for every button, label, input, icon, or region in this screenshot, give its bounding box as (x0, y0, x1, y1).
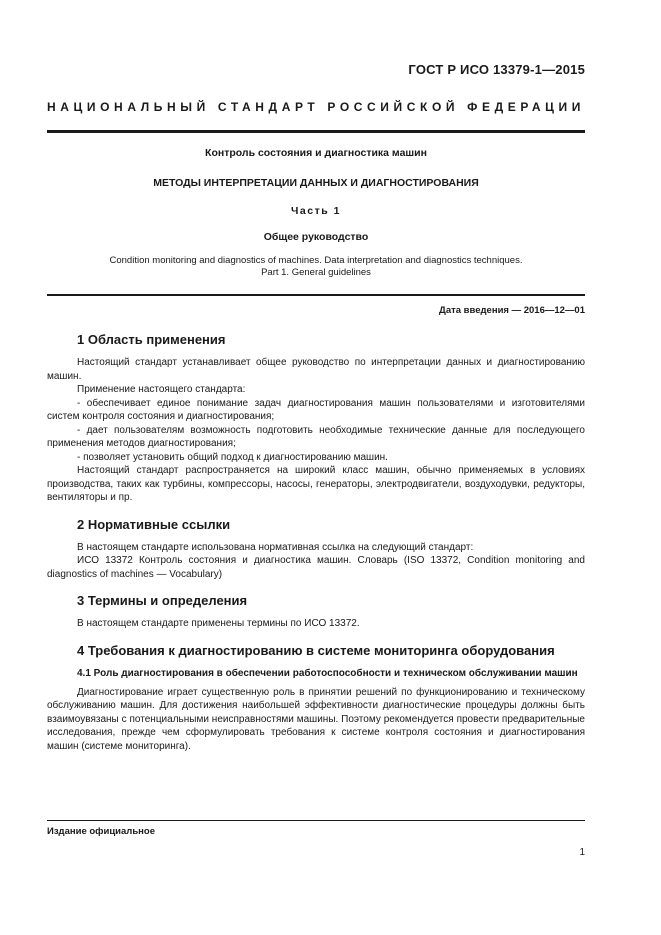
paragraph: ИСО 13372 Контроль состояния и диагностика машин. Словарь (ISO 13372, Condition monitoring and diagnostics of machines — Vocabulary) (47, 555, 585, 580)
title-rule (47, 294, 585, 296)
title-control: Контроль состояния и диагностика машин (205, 147, 427, 159)
national-standard-title: НАЦИОНАЛЬНЫЙ СТАНДАРТ РОССИЙСКОЙ ФЕДЕРАЦИИ (47, 100, 585, 114)
title-methods: МЕТОДЫ ИНТЕРПРЕТАЦИИ ДАННЫХ И ДИАГНОСТИРОВАНИЯ (153, 177, 479, 189)
section-heading: 4 Требования к диагностированию в системе мониторинга оборудования (77, 642, 555, 658)
page-number: 1 (579, 847, 585, 858)
section-requirements (47, 643, 585, 754)
section-heading: 2 Нормативные ссылки (77, 516, 231, 532)
header-rule (47, 130, 585, 133)
paragraph: В настоящем стандарте использована нормативная ссылка на следующий стандарт: (77, 541, 474, 553)
section-normative-references (47, 517, 585, 582)
title-english-line1: Condition monitoring and diagnostics of machines. Data interpretation and diagnostics techniques. (109, 255, 523, 266)
paragraph: Применение настоящего стандарта: (77, 384, 246, 395)
paragraph: В настоящем стандарте применены термины по ИСО 13372. (77, 618, 360, 629)
paragraph: Настоящий стандарт распространяется на широкий класс машин, обычно применяемых в условиях производства, таких как турбины, компрессоры, насосы, генераторы, электродвигатели, воздуходувки, редукторы, вентиляторы и пр. (47, 465, 585, 503)
paragraph: - позволяет установить общий подход к диагностированию машин. (77, 451, 388, 463)
section-terms (47, 593, 585, 631)
title-part: Часть 1 (291, 205, 341, 217)
section-heading: 1 Область применения (77, 332, 226, 347)
document-body (47, 332, 585, 765)
footer-rule (47, 820, 585, 821)
section-scope (47, 332, 585, 505)
gost-code: ГОСТ Р ИСО 13379-1—2015 (408, 62, 585, 77)
title-english-line2: Part 1. General guidelines (261, 267, 371, 278)
intro-date: Дата введения — 2016—12—01 (439, 305, 585, 316)
paragraph: - дает пользователям возможность подготовить необходимые технические данные для последующего применения методов диагностирования; (47, 424, 585, 449)
title-guide: Общее руководство (263, 231, 369, 243)
paragraph: Настоящий стандарт устанавливает общее руководство по интерпретации данных и диагностированию машин. (47, 357, 585, 382)
official-edition-label: Издание официальное (47, 826, 155, 837)
section-heading: 3 Термины и определения (77, 593, 248, 608)
title-english (47, 255, 585, 279)
subsection-heading: 4.1 Роль диагностирования в обеспечении работоспособности и техническом обслуживании машин (77, 667, 578, 679)
paragraph: Диагностирование играет существенную роль в принятии решений по функционированию и техническому обслуживанию машин. Для достижения наибольшей эффективности диагностические процедуры должны быть взаимоувязаны с потенциальными неисправностями машины. Поэтому рекомендуется провести предварительные исследования, прежде чем сформулировать требования к системе контроля состояния и диагностирования машин (системе мониторинга). (47, 686, 585, 752)
paragraph: - обеспечивает единое понимание задач диагностирования машин пользователями и изготовителями систем контроля состояния и диагностирования; (47, 397, 585, 422)
